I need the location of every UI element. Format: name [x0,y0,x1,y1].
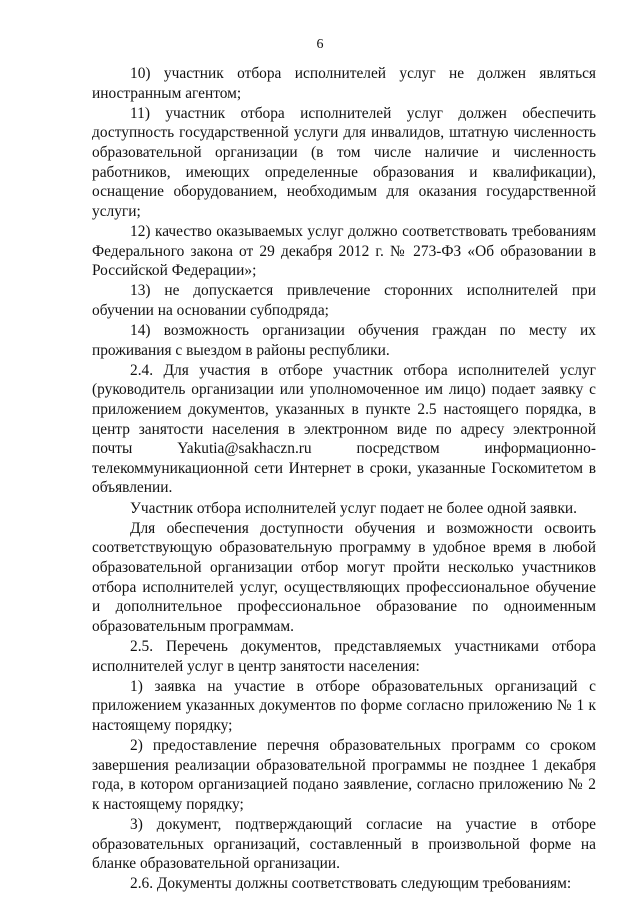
paragraph-item-13: 13) не допускается привлечение сторонних исполнителей при обучении на основании субподряда; [92,282,596,319]
page-number: 6 [316,37,324,52]
paragraph-doc-1: 1) заявка на участие в отборе образовательных организаций с приложением указанных документов по форме согласно приложению № 1 к настоящему порядку; [92,677,596,734]
paragraph-section-2-6: 2.6. Документы должны соответствовать следующим требованиям: [130,875,572,893]
paragraph-accessibility: Для обеспечения доступности обучения и возможности освоить соответствующую образовательную программу в удобное время в любой образовательной организации отбор могут пройти несколько участников отбора исполнителей услуг, осуществляющих профессиональное обучение и дополнительное профессиональное образование по одноименным образовательным программам. [92,519,596,635]
paragraph-section-2-4: 2.4. Для участия в отборе участник отбора исполнителей услуг (руководитель организации или уполномоченное им лицо) подает заявку с приложением документов, указанных в пункте 2.5 настоящего порядка, в центр занятости населения в электронном виде по адресу электронной почты Yakutia@sakhaczn.ru посредством информационно-телекоммуникационной сети Интернет в сроки, указанные Госкомитетом в объявлении. [92,361,596,497]
paragraph-one-application: Участник отбора исполнителей услуг подает не более одной заявки. [130,499,578,517]
paragraph-section-2-5: 2.5. Перечень документов, представляемых участниками отбора исполнителей услуг в центр занятости населения: [92,637,596,675]
paragraph-doc-3: 3) документ, подтверждающий согласие на участие в отборе образовательных организаций, составленный в произвольной форме на бланке образовательной организации. [92,816,596,873]
paragraph-item-14: 14) возможность организации обучения граждан по месту их проживания с выездом в районы республики. [92,322,596,359]
paragraph-doc-2: 2) предоставление перечня образовательных программ со сроком завершения реализации образовательной программы не позднее 1 декабря года, в котором организацией подано заявление, согласно приложению № 2 к настоящему порядку; [92,737,596,813]
paragraph-item-11: 11) участник отбора исполнителей услуг должен обеспечить доступность государственной услуги для инвалидов, штатную численность образовательной организации (в том числе наличие и численность работников, имеющих определенные образования и квалификации), оснащение оборудованием, необходимым для оказания государственной услуги; [92,104,596,220]
paragraph-item-12: 12) качество оказываемых услуг должно соответствовать требованиям Федерального закона от 29 декабря 2012 г. № 273-ФЗ «Об образовании в Российской Федерации»; [92,222,596,280]
paragraph-item-10: 10) участник отбора исполнителей услуг не должен являться иностранным агентом; [92,65,596,102]
document-body [92,64,596,895]
